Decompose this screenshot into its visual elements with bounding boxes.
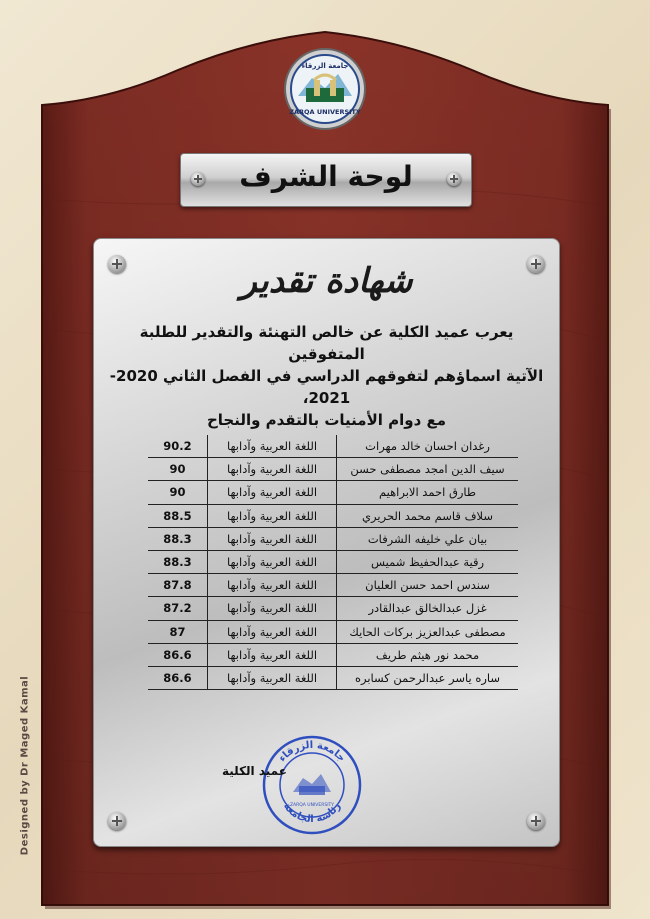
university-logo (284, 48, 366, 130)
student-name: بيان علي خليفه الشرفات (337, 527, 518, 550)
table-row (148, 597, 518, 620)
student-department: اللغة العربية وآدابها (207, 597, 336, 620)
student-name: ساره ياسر عبدالرحمن كسابره (337, 666, 518, 689)
student-score: 88.3 (148, 550, 207, 573)
table-row (148, 504, 518, 527)
student-score: 90 (148, 458, 207, 481)
student-score: 86.6 (148, 666, 207, 689)
student-score: 86.6 (148, 643, 207, 666)
student-score: 90.2 (148, 435, 207, 458)
title-banner (180, 153, 472, 207)
university-stamp (261, 734, 363, 836)
logo-arabic-text: جامعة الزرقاء (301, 62, 349, 70)
student-name: سندس احمد حسن العليان (337, 574, 518, 597)
student-score: 88.5 (148, 504, 207, 527)
student-name: رغدان احسان خالد مهرات (337, 435, 518, 458)
intro-line: الآتية اسماؤهم لتفوقهم الدراسي في الفصل الثاني 2020-2021، (109, 367, 544, 407)
student-name: رقية عبدالحفيظ شميس (337, 550, 518, 573)
student-name: طارق احمد الابراهيم (337, 481, 518, 504)
honor-table (148, 435, 518, 690)
stamp-top-text: جامعة الزرقاء (276, 739, 348, 765)
student-name: سيف الدين امجد مصطفى حسن (337, 458, 518, 481)
student-score: 87.2 (148, 597, 207, 620)
intro-line: يعرب عميد الكلية عن خالص التهنئة والتقدير للطلبة المتفوقين (139, 323, 514, 363)
student-score: 87.8 (148, 574, 207, 597)
table-row (148, 458, 518, 481)
student-department: اللغة العربية وآدابها (207, 550, 336, 573)
stamp-bottom-text: رئاسة الجامعة (280, 801, 344, 826)
student-department: اللغة العربية وآدابها (207, 481, 336, 504)
certificate-plate (93, 238, 560, 847)
logo-latin-text: ZARQA UNIVERSITY (289, 108, 361, 116)
student-department: اللغة العربية وآدابها (207, 458, 336, 481)
student-score: 90 (148, 481, 207, 504)
table-row (148, 481, 518, 504)
table-row (148, 643, 518, 666)
student-department: اللغة العربية وآدابها (207, 504, 336, 527)
banner-title: لوحة الشرف (239, 160, 413, 193)
student-department: اللغة العربية وآدابها (207, 643, 336, 666)
student-department: اللغة العربية وآدابها (207, 574, 336, 597)
student-department: اللغة العربية وآدابها (207, 620, 336, 643)
student-name: غزل عبدالخالق عبدالقادر (337, 597, 518, 620)
student-name: سلاف قاسم محمد الحريري (337, 504, 518, 527)
table-row (148, 527, 518, 550)
student-department: اللغة العربية وآدابها (207, 435, 336, 458)
student-score: 87 (148, 620, 207, 643)
table-row (148, 435, 518, 458)
intro-line: مع دوام الأمنيات بالتقدم والنجاح (206, 411, 447, 429)
student-department: اللغة العربية وآدابها (207, 666, 336, 689)
student-department: اللغة العربية وآدابها (207, 527, 336, 550)
designer-credit-text: Designed by Dr Maged Kamal (19, 675, 31, 856)
stamp-latin-text: ZARQA UNIVERSITY (289, 803, 335, 808)
certificate-intro (108, 321, 545, 431)
table-row (148, 550, 518, 573)
certificate-title: شهادة تقدير (240, 261, 413, 301)
screw-icon (108, 812, 126, 830)
table-row (148, 666, 518, 689)
student-score: 88.3 (148, 527, 207, 550)
student-name: مصطفى عبدالعزيز بركات الحايك (337, 620, 518, 643)
table-row (148, 574, 518, 597)
student-name: محمد نور هيثم طريف (337, 643, 518, 666)
screw-icon (527, 812, 545, 830)
table-row (148, 620, 518, 643)
dean-signature-label: عميد الكلية (222, 764, 287, 778)
